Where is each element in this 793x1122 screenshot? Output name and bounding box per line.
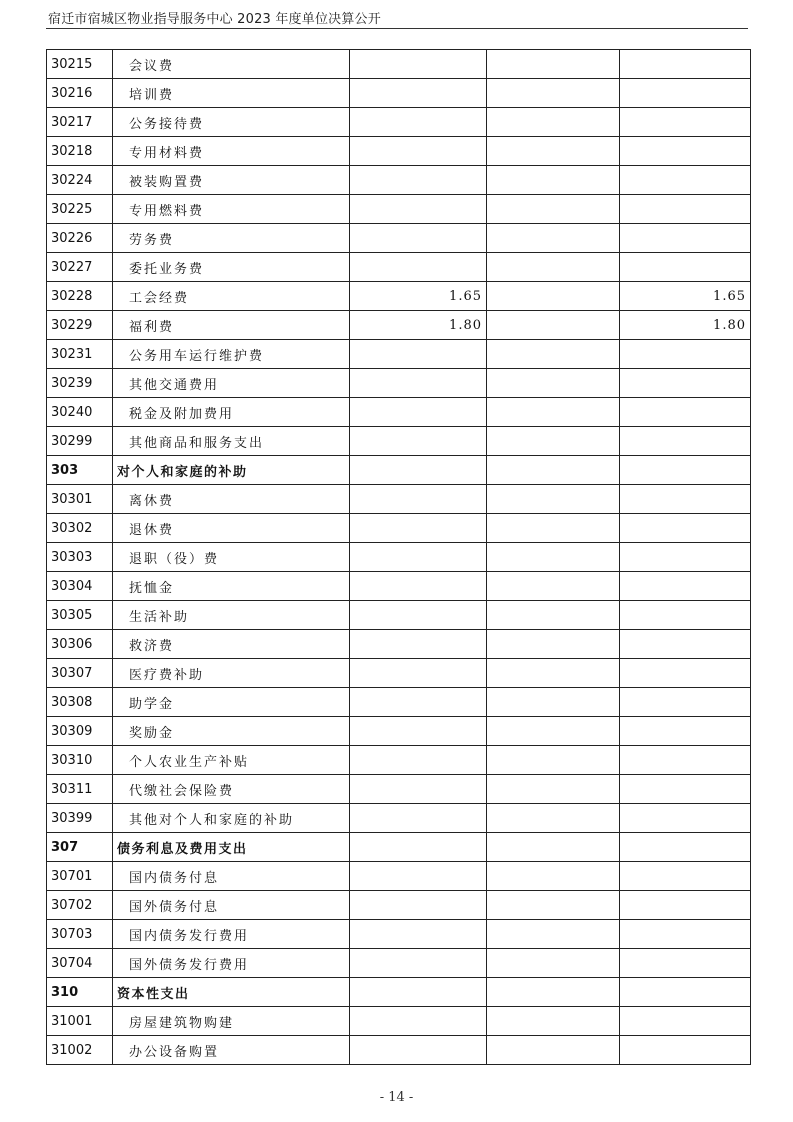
row-value-cell-2 xyxy=(487,572,620,601)
row-name-cell: 专用材料费 xyxy=(113,137,350,166)
table-row xyxy=(47,427,751,456)
row-code-cell: 30228 xyxy=(47,282,113,311)
row-value-cell-3 xyxy=(620,717,751,746)
row-code-cell: 30225 xyxy=(47,195,113,224)
table-row xyxy=(47,137,751,166)
row-code-cell: 30218 xyxy=(47,137,113,166)
row-value-cell-1 xyxy=(350,79,487,108)
row-code-cell: 30309 xyxy=(47,717,113,746)
table-row xyxy=(47,79,751,108)
row-value-cell-2 xyxy=(487,282,620,311)
row-name-cell: 生活补助 xyxy=(113,601,350,630)
row-value-cell-3 xyxy=(620,659,751,688)
row-value-cell-1 xyxy=(350,543,487,572)
row-value-cell-3 xyxy=(620,398,751,427)
row-code-cell: 30306 xyxy=(47,630,113,659)
row-value-cell-3 xyxy=(620,1036,751,1065)
row-value-cell-2 xyxy=(487,224,620,253)
row-value-cell-3: 1.80 xyxy=(620,311,751,340)
table-row xyxy=(47,1007,751,1036)
table-row xyxy=(47,1036,751,1065)
category-row xyxy=(47,456,751,485)
row-name-cell: 医疗费补助 xyxy=(113,659,350,688)
row-value-cell-2 xyxy=(487,891,620,920)
row-name-cell: 退休费 xyxy=(113,514,350,543)
row-name-cell: 离休费 xyxy=(113,485,350,514)
table-row xyxy=(47,514,751,543)
row-code-cell: 310 xyxy=(47,978,113,1007)
row-name-cell: 代缴社会保险费 xyxy=(113,775,350,804)
row-value-cell-2 xyxy=(487,79,620,108)
expenditure-table xyxy=(46,49,751,1065)
row-value-cell-3 xyxy=(620,630,751,659)
row-value-cell-2 xyxy=(487,920,620,949)
row-value-cell-1 xyxy=(350,195,487,224)
row-value-cell-2 xyxy=(487,717,620,746)
table-row xyxy=(47,50,751,79)
row-name-cell: 国内债务付息 xyxy=(113,862,350,891)
row-code-cell: 30299 xyxy=(47,427,113,456)
row-value-cell-3 xyxy=(620,253,751,282)
table-row xyxy=(47,659,751,688)
table-row xyxy=(47,746,751,775)
row-value-cell-2 xyxy=(487,514,620,543)
row-value-cell-1 xyxy=(350,572,487,601)
row-value-cell-3 xyxy=(620,601,751,630)
row-value-cell-3 xyxy=(620,79,751,108)
row-value-cell-3 xyxy=(620,50,751,79)
table-row xyxy=(47,282,751,311)
row-name-cell: 税金及附加费用 xyxy=(113,398,350,427)
row-name-cell: 会议费 xyxy=(113,50,350,79)
row-value-cell-1 xyxy=(350,108,487,137)
row-value-cell-3 xyxy=(620,1007,751,1036)
row-value-cell-2 xyxy=(487,746,620,775)
row-code-cell: 30227 xyxy=(47,253,113,282)
table-row xyxy=(47,572,751,601)
row-value-cell-2 xyxy=(487,166,620,195)
row-value-cell-2 xyxy=(487,630,620,659)
row-name-cell: 被装购置费 xyxy=(113,166,350,195)
row-name-cell: 劳务费 xyxy=(113,224,350,253)
row-value-cell-1 xyxy=(350,891,487,920)
row-code-cell: 30240 xyxy=(47,398,113,427)
row-code-cell: 30310 xyxy=(47,746,113,775)
row-value-cell-3: 1.65 xyxy=(620,282,751,311)
table-row xyxy=(47,369,751,398)
row-code-cell: 30307 xyxy=(47,659,113,688)
table-row xyxy=(47,398,751,427)
row-code-cell: 30701 xyxy=(47,862,113,891)
table-row xyxy=(47,543,751,572)
row-name-cell: 其他对个人和家庭的补助 xyxy=(113,804,350,833)
row-value-cell-1 xyxy=(350,166,487,195)
row-name-cell: 国外债务付息 xyxy=(113,891,350,920)
table-body xyxy=(47,50,751,1065)
row-code-cell: 30302 xyxy=(47,514,113,543)
table-row xyxy=(47,920,751,949)
row-value-cell-2 xyxy=(487,485,620,514)
row-value-cell-2 xyxy=(487,688,620,717)
row-value-cell-2 xyxy=(487,949,620,978)
row-value-cell-1 xyxy=(350,456,487,485)
row-value-cell-3 xyxy=(620,137,751,166)
row-value-cell-2 xyxy=(487,1036,620,1065)
row-value-cell-2 xyxy=(487,253,620,282)
row-value-cell-1 xyxy=(350,601,487,630)
row-value-cell-1 xyxy=(350,1007,487,1036)
row-value-cell-1 xyxy=(350,688,487,717)
row-value-cell-3 xyxy=(620,485,751,514)
row-code-cell: 30239 xyxy=(47,369,113,398)
row-value-cell-3 xyxy=(620,195,751,224)
row-value-cell-1 xyxy=(350,746,487,775)
category-row xyxy=(47,978,751,1007)
row-name-cell: 对个人和家庭的补助 xyxy=(113,456,350,485)
row-code-cell: 30216 xyxy=(47,79,113,108)
table-row xyxy=(47,688,751,717)
row-value-cell-1 xyxy=(350,485,487,514)
row-code-cell: 30399 xyxy=(47,804,113,833)
row-code-cell: 30231 xyxy=(47,340,113,369)
row-value-cell-2 xyxy=(487,398,620,427)
table-row xyxy=(47,485,751,514)
row-name-cell: 其他商品和服务支出 xyxy=(113,427,350,456)
row-name-cell: 国外债务发行费用 xyxy=(113,949,350,978)
row-name-cell: 公务用车运行维护费 xyxy=(113,340,350,369)
row-value-cell-3 xyxy=(620,514,751,543)
row-value-cell-3 xyxy=(620,224,751,253)
row-value-cell-2 xyxy=(487,108,620,137)
row-value-cell-1 xyxy=(350,978,487,1007)
row-code-cell: 30704 xyxy=(47,949,113,978)
row-value-cell-3 xyxy=(620,340,751,369)
table-row xyxy=(47,311,751,340)
row-name-cell: 办公设备购置 xyxy=(113,1036,350,1065)
row-value-cell-2 xyxy=(487,775,620,804)
row-value-cell-2 xyxy=(487,601,620,630)
row-value-cell-3 xyxy=(620,572,751,601)
row-name-cell: 委托业务费 xyxy=(113,253,350,282)
row-name-cell: 房屋建筑物购建 xyxy=(113,1007,350,1036)
row-value-cell-3 xyxy=(620,920,751,949)
row-name-cell: 工会经费 xyxy=(113,282,350,311)
row-code-cell: 30217 xyxy=(47,108,113,137)
row-value-cell-3 xyxy=(620,456,751,485)
row-name-cell: 福利费 xyxy=(113,311,350,340)
row-value-cell-1 xyxy=(350,717,487,746)
row-value-cell-2 xyxy=(487,543,620,572)
row-value-cell-2 xyxy=(487,311,620,340)
table-row xyxy=(47,253,751,282)
row-name-cell: 奖励金 xyxy=(113,717,350,746)
table-row xyxy=(47,775,751,804)
row-value-cell-2 xyxy=(487,833,620,862)
row-value-cell-2 xyxy=(487,137,620,166)
row-code-cell: 30224 xyxy=(47,166,113,195)
row-code-cell: 303 xyxy=(47,456,113,485)
row-value-cell-3 xyxy=(620,978,751,1007)
row-name-cell: 救济费 xyxy=(113,630,350,659)
table-row xyxy=(47,166,751,195)
row-value-cell-3 xyxy=(620,891,751,920)
row-name-cell: 抚恤金 xyxy=(113,572,350,601)
row-value-cell-2 xyxy=(487,369,620,398)
row-value-cell-2 xyxy=(487,195,620,224)
row-code-cell: 30702 xyxy=(47,891,113,920)
row-name-cell: 公务接待费 xyxy=(113,108,350,137)
row-value-cell-3 xyxy=(620,427,751,456)
header-divider xyxy=(46,28,748,29)
row-value-cell-3 xyxy=(620,746,751,775)
row-value-cell-1 xyxy=(350,630,487,659)
table-row xyxy=(47,630,751,659)
row-code-cell: 31002 xyxy=(47,1036,113,1065)
row-code-cell: 30215 xyxy=(47,50,113,79)
row-value-cell-2 xyxy=(487,427,620,456)
row-value-cell-1 xyxy=(350,862,487,891)
row-value-cell-2 xyxy=(487,659,620,688)
row-value-cell-3 xyxy=(620,804,751,833)
table-row xyxy=(47,601,751,630)
row-name-cell: 其他交通费用 xyxy=(113,369,350,398)
row-value-cell-1 xyxy=(350,50,487,79)
row-value-cell-1 xyxy=(350,398,487,427)
table-row xyxy=(47,340,751,369)
row-code-cell: 30229 xyxy=(47,311,113,340)
row-value-cell-3 xyxy=(620,688,751,717)
page-number: - 14 - xyxy=(379,1090,414,1105)
row-value-cell-2 xyxy=(487,804,620,833)
row-name-cell: 债务利息及费用支出 xyxy=(113,833,350,862)
row-value-cell-1 xyxy=(350,514,487,543)
row-value-cell-2 xyxy=(487,978,620,1007)
row-value-cell-3 xyxy=(620,775,751,804)
row-value-cell-1 xyxy=(350,920,487,949)
table-row xyxy=(47,108,751,137)
row-value-cell-1 xyxy=(350,137,487,166)
row-name-cell: 专用燃料费 xyxy=(113,195,350,224)
row-value-cell-1 xyxy=(350,340,487,369)
row-value-cell-1 xyxy=(350,253,487,282)
category-row xyxy=(47,833,751,862)
row-name-cell: 退职（役）费 xyxy=(113,543,350,572)
row-value-cell-3 xyxy=(620,108,751,137)
row-value-cell-1 xyxy=(350,224,487,253)
table-row xyxy=(47,862,751,891)
row-code-cell: 30226 xyxy=(47,224,113,253)
row-value-cell-3 xyxy=(620,369,751,398)
row-name-cell: 培训费 xyxy=(113,79,350,108)
row-value-cell-2 xyxy=(487,862,620,891)
row-code-cell: 30304 xyxy=(47,572,113,601)
row-code-cell: 31001 xyxy=(47,1007,113,1036)
row-name-cell: 助学金 xyxy=(113,688,350,717)
row-value-cell-1 xyxy=(350,1036,487,1065)
row-code-cell: 30311 xyxy=(47,775,113,804)
row-value-cell-2 xyxy=(487,340,620,369)
row-value-cell-1 xyxy=(350,804,487,833)
row-name-cell: 国内债务发行费用 xyxy=(113,920,350,949)
table-row xyxy=(47,224,751,253)
table-row xyxy=(47,891,751,920)
row-value-cell-3 xyxy=(620,949,751,978)
table-row xyxy=(47,717,751,746)
row-value-cell-1 xyxy=(350,949,487,978)
row-value-cell-1 xyxy=(350,775,487,804)
row-value-cell-1 xyxy=(350,427,487,456)
row-value-cell-2 xyxy=(487,50,620,79)
row-value-cell-2 xyxy=(487,456,620,485)
row-value-cell-2 xyxy=(487,1007,620,1036)
row-value-cell-1 xyxy=(350,659,487,688)
document-header: 宿迁市宿城区物业指导服务中心 2023 年度单位决算公开 xyxy=(48,12,381,27)
row-code-cell: 30301 xyxy=(47,485,113,514)
row-code-cell: 30308 xyxy=(47,688,113,717)
row-value-cell-3 xyxy=(620,543,751,572)
row-value-cell-3 xyxy=(620,166,751,195)
row-value-cell-1 xyxy=(350,833,487,862)
table-row xyxy=(47,804,751,833)
row-code-cell: 30303 xyxy=(47,543,113,572)
row-value-cell-3 xyxy=(620,833,751,862)
row-code-cell: 30305 xyxy=(47,601,113,630)
row-value-cell-1 xyxy=(350,369,487,398)
table-row xyxy=(47,949,751,978)
row-name-cell: 个人农业生产补贴 xyxy=(113,746,350,775)
table-row xyxy=(47,195,751,224)
row-value-cell-1: 1.65 xyxy=(350,282,487,311)
row-value-cell-1: 1.80 xyxy=(350,311,487,340)
row-value-cell-3 xyxy=(620,862,751,891)
row-name-cell: 资本性支出 xyxy=(113,978,350,1007)
row-code-cell: 30703 xyxy=(47,920,113,949)
row-code-cell: 307 xyxy=(47,833,113,862)
